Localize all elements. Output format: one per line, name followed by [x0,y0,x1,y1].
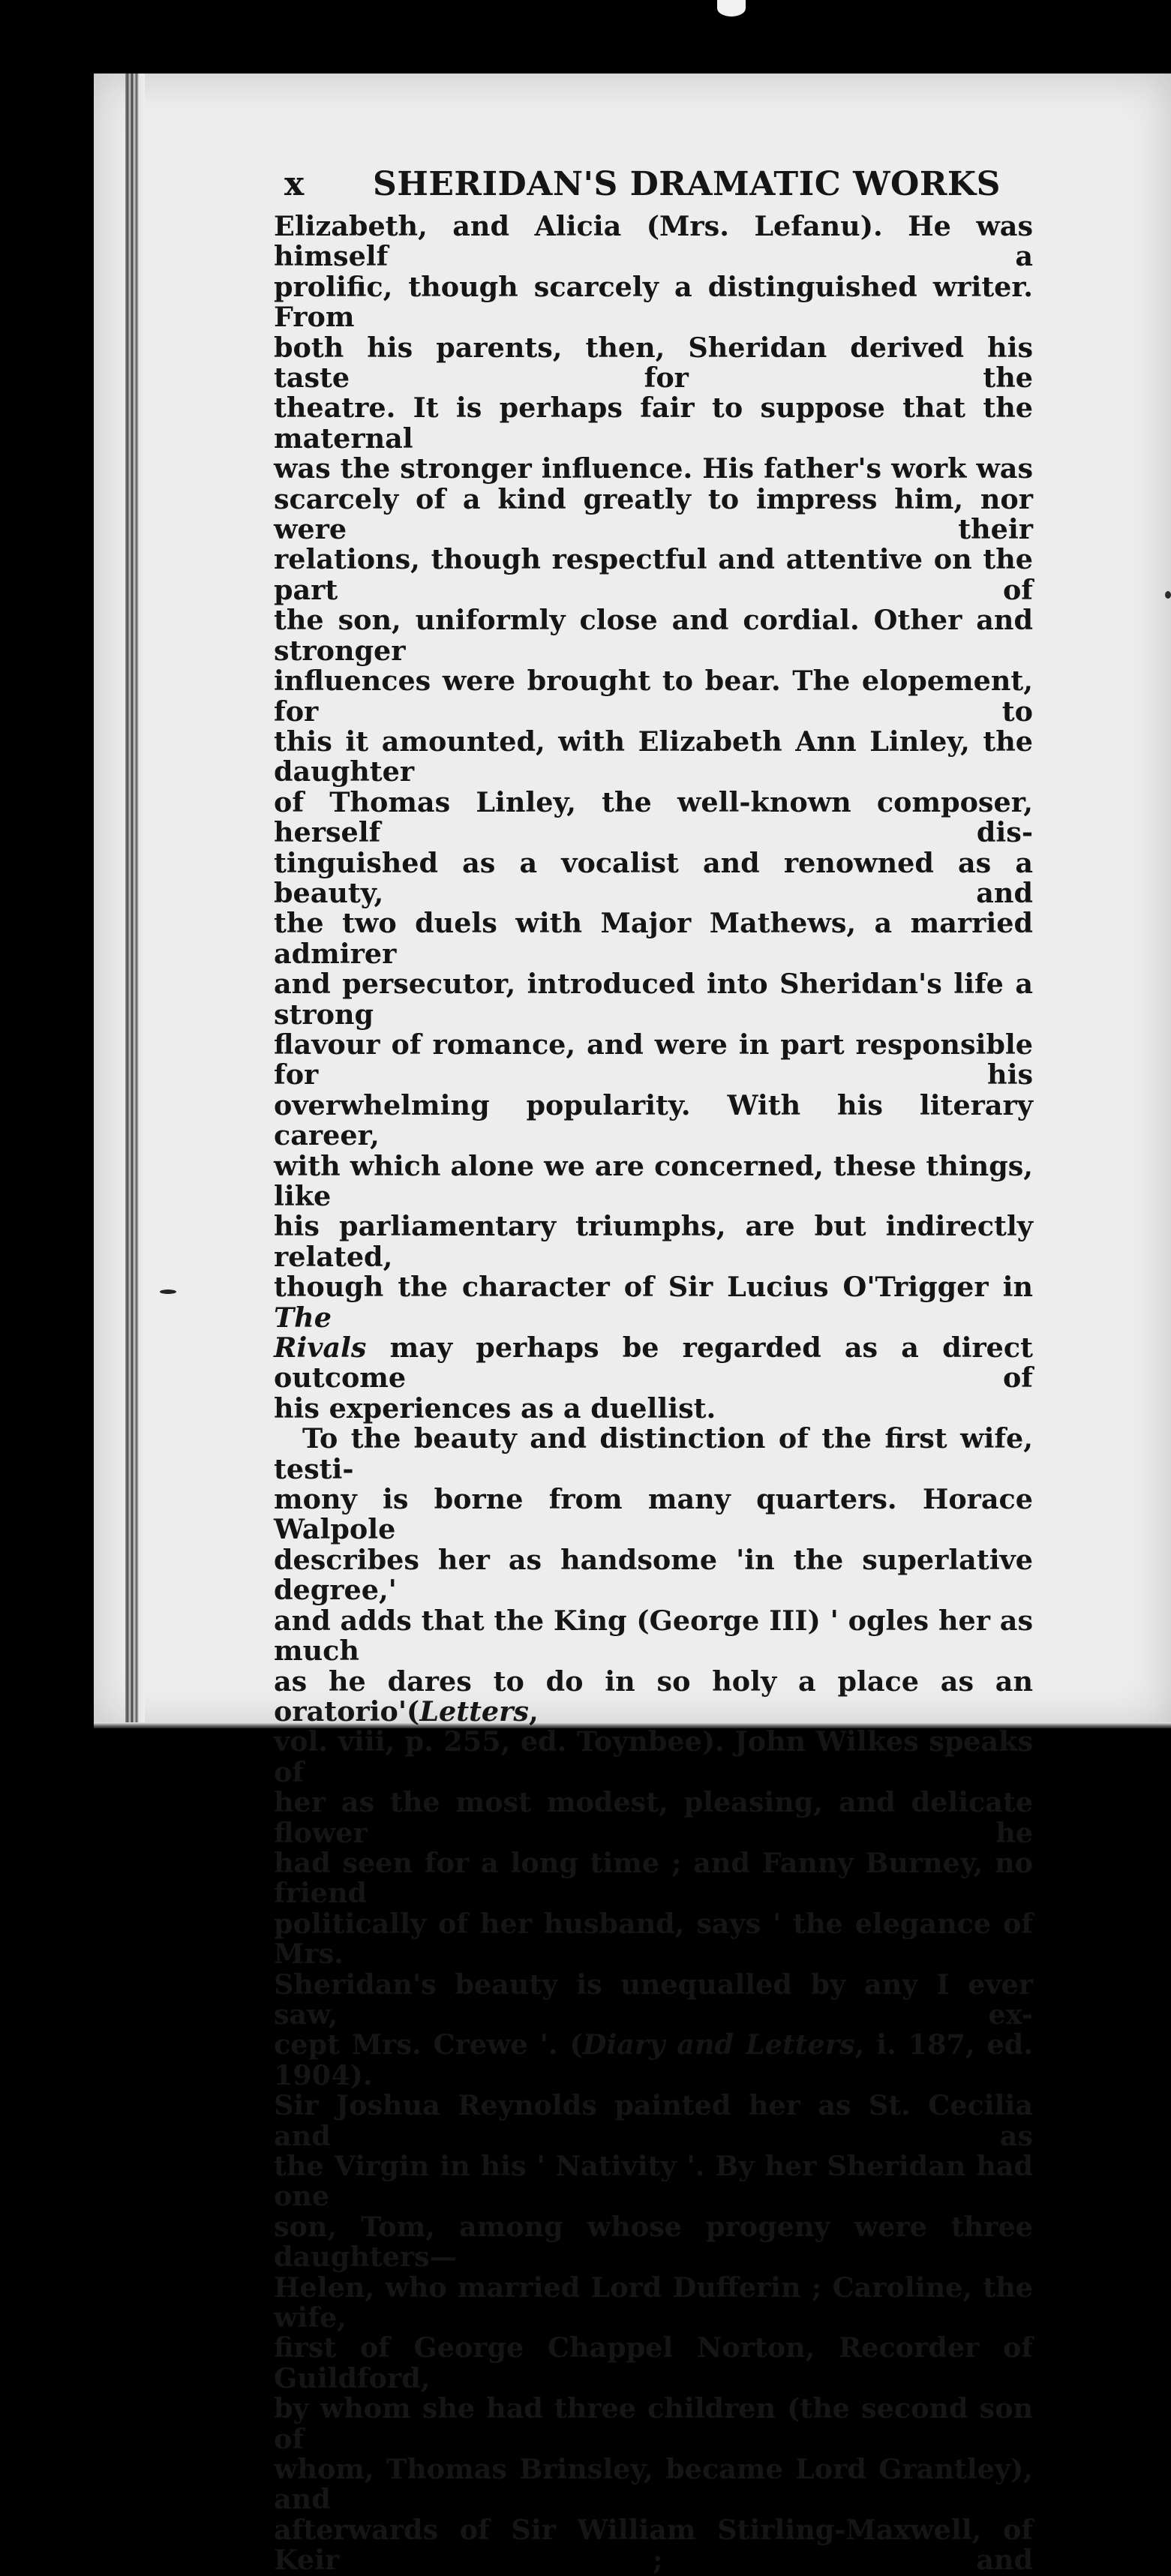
text-line: and persecutor, introduced into Sheridan's life a strong [274,968,1033,1031]
text-line: tinguished as a vocalist and renowned as a beauty, and [274,846,1033,909]
scan-mark [1165,591,1171,599]
text-line: overwhelming popularity. With his literary career, [274,1088,1033,1152]
binding-edge [125,74,145,1728]
text-line: first of George Chappel Norton, Recorder of Guildford, [274,2331,1033,2394]
text-line: relations, though respectful and attentive on the part of [274,543,1033,606]
text-line: son, Tom, among whose progeny were three daughters— [274,2210,1033,2274]
text-line: the two duels with Major Mathews, a married admirer [274,907,1033,970]
text-line: Helen, who married Lord Dufferin ; Caroline, the wife, [274,2271,1033,2334]
text-line: cept Mrs. Crewe '. (Diary and Letters, i. 187, ed. 1904). [274,2028,1033,2091]
text-line: describes her as handsome 'in the superlative degree,' [274,1543,1033,1607]
text-line: his experiences as a duellist. [274,1392,716,1425]
text-line: politically of her husband, says ' the elegance of Mrs. [274,1907,1033,1971]
text-line: the Virgin in his ' Nativity '. By her Sheridan had one [274,2150,1033,2213]
paragraph [274,212,1033,1424]
text-line: was the stronger influence. His father's work was [274,452,1033,485]
book-page [94,74,1171,2576]
page-number: x [284,165,305,203]
text-line: To the beauty and distinction of the first wife, testi- [274,1422,1033,1485]
text-line: by whom she had three children (the second son of [274,2392,1033,2455]
text-line: mony is borne from many quarters. Horace Walpole [274,1483,1033,1546]
text-line: had seen for a long time ; and Fanny Burney, no friend [274,1846,1033,1910]
text-line: as he dares to do in so holy a place as an oratorio'(Letters, [274,1665,1033,1728]
text-line: influences were brought to bear. The elopement, for to [274,665,1033,728]
running-header [274,165,1033,207]
text-line: Rivals may perhaps be regarded as a direct outcome of [274,1332,1033,1395]
scan-speck [717,0,746,17]
text-line: of Thomas Linley, the well-known composer, herself dis- [274,785,1033,849]
text-line: Elizabeth, and Alicia (Mrs. Lefanu). He was himself a [274,210,1033,273]
text-line: Sheridan's beauty is unequalled by any I ever saw, ex- [274,1968,1033,2031]
scan-mark [160,1290,176,1294]
text-block [274,165,1033,2576]
text-line: her as the most modest, pleasing, and delicate flower he [274,1786,1033,1849]
text-line: this it amounted, with Elizabeth Ann Linley, the daughter [274,725,1033,788]
text-line: Sir Joshua Reynolds painted her as St. Cecilia and as [274,2089,1033,2152]
text-line: afterwards of Sir William Stirling-Maxwell, of Keir ; and [274,2513,1033,2576]
text-line: prolific, though scarcely a distinguished writer. From [274,270,1033,334]
text-line: the son, uniformly close and cordial. Other and stronger [274,604,1033,667]
paragraph [274,1424,1033,2575]
text-line: both his parents, then, Sheridan derived his taste for the [274,331,1033,395]
running-title: SHERIDAN'S DRAMATIC WORKS [373,165,1001,203]
text-line: whom, Thomas Brinsley, became Lord Grantley), and [274,2453,1033,2516]
text-line: with which alone we are concerned, these things, like [274,1149,1033,1212]
text-line: scarcely of a kind greatly to impress him, nor were their [274,482,1033,546]
text-line: and adds that the King (George III) ' ogles her as much [274,1604,1033,1668]
text-line: flavour of romance, and were in part responsible for his [274,1028,1033,1091]
text-line: his parliamentary triumphs, are but indirectly related, [274,1210,1033,1273]
text-line: though the character of Sir Lucius O'Trigger in The [274,1271,1033,1334]
text-line: vol. viii, p. 255, ed. Toynbee). John Wilkes speaks of [274,1725,1033,1788]
text-line: theatre. It is perhaps fair to suppose that the maternal [274,392,1033,455]
